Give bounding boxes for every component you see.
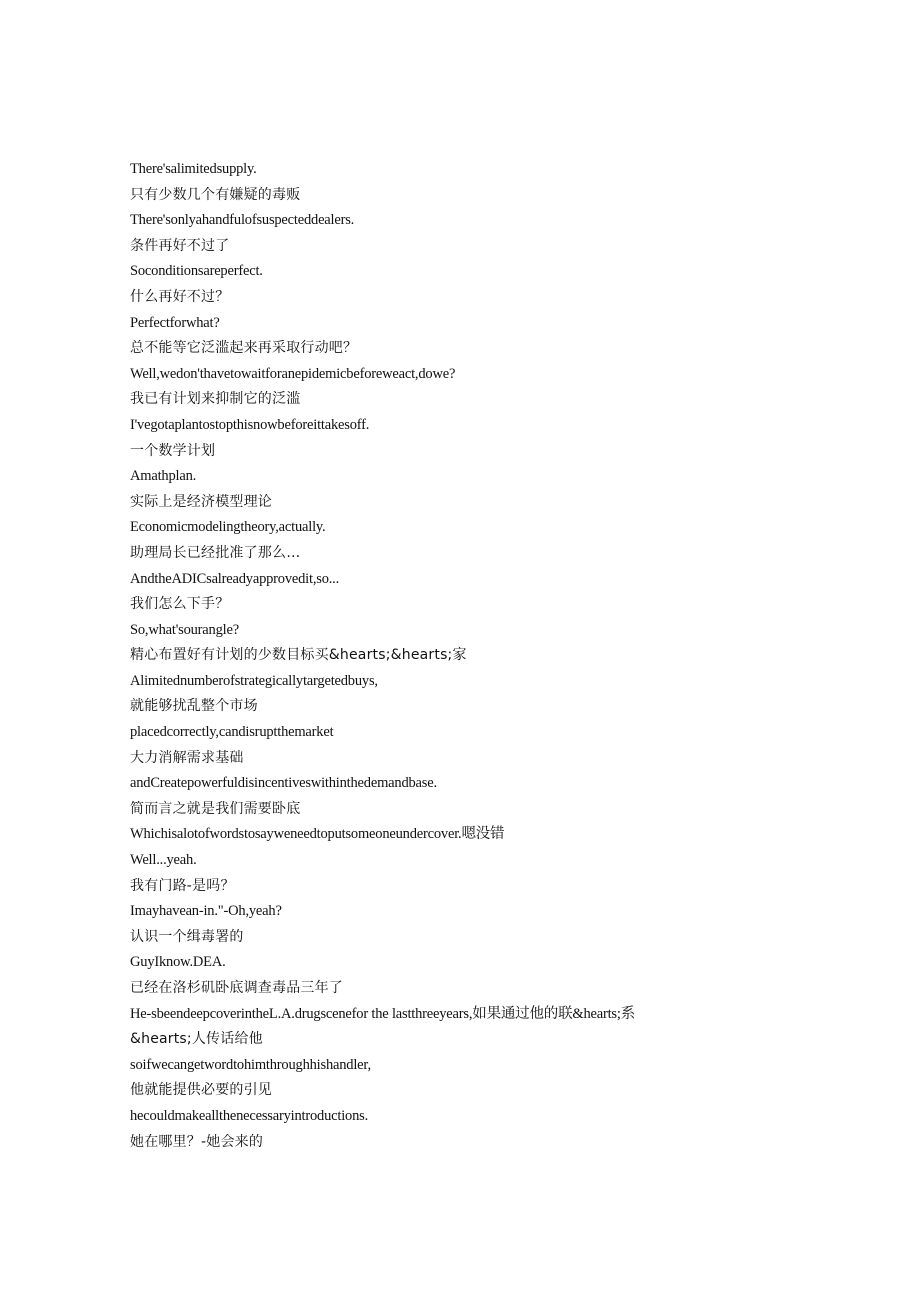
text-line: Well,wedon'thavetowaitforanepidemicbeforeweact,dowe? [130,365,456,382]
text-line: 他就能提供必要的引见 [130,1082,272,1099]
text-line: Soconditionsareperfect. [130,263,263,280]
text-line: There'sonlyahandfulofsuspecteddealers. [130,212,355,229]
text-line: 我有门路-是吗？ [130,877,235,894]
text-line: Amathplan. [130,468,197,485]
text-line: There'salimitedsupply. [130,161,257,177]
text-line: &hearts;人传话给他 [130,1031,263,1048]
text-line: 一个数学计划 [130,442,216,459]
text-line: 什么再好不过？ [130,288,230,305]
text-line: 就能够扰乱整个市场 [130,698,258,715]
text-line: 我已有计划来抑制它的泛滥 [130,391,301,408]
text-line: Economicmodelingtheory,actually. [130,519,326,536]
text-line: Whichisalotofwordstosayweneedtoputsomeoneundercover.嗯没错 [130,826,505,843]
text-line: 简而言之就是我们需要卧底 [130,800,301,817]
text-line: hecouldmakeallthenecessaryintroductions. [130,1107,369,1124]
text-line: placedcorrectly,candisruptthemarket [130,724,334,741]
text-line: Alimitednumberofstrategicallytargetedbuys, [130,672,378,689]
text-line: Imayhavean-in."-Oh,yeah? [130,903,282,920]
text-line: 实际上是经济模型理论 [130,493,272,510]
text-line: Well...yeah. [130,852,197,869]
text-line: 认识一个缉毒署的 [130,928,244,945]
text-line: 我们怎么下手？ [130,596,230,613]
text-line: 总不能等它泛滥起来再采取行动吧？ [130,340,358,357]
text-line: 条件再好不过了 [130,237,230,254]
text-line: 精心布置好有计划的少数目标买&hearts;&hearts;家 [130,647,467,664]
text-line: So,what'sourangle? [130,621,239,638]
subtitle-text-block [130,157,730,1155]
text-line: Perfectforwhat? [130,314,220,331]
text-line: 大力消解需求基础 [130,749,244,766]
text-line: 助理局长已经批准了那么… [130,544,301,561]
text-line: 已经在洛杉矶卧底调查毒品三年了 [130,980,343,996]
text-line: soifwecangetwordtohimthroughhishandler, [130,1056,371,1073]
text-line: AndtheADICsalreadyapprovedit,so... [130,570,340,587]
text-line: I'vegotaplantostopthisnowbeforeittakesoff. [130,416,370,433]
text-line: 只有少数几个有嫌疑的毒贩 [130,186,301,203]
text-line: GuyIknow.DEA. [130,954,226,971]
text-line: He-sbeendeepcoverintheL.A.drugscenefor the lastthreeyears,如果通过他的联&hearts;系 [130,1005,636,1022]
text-line: andCreatepowerfuldisincentiveswithinthedemandbase. [130,775,437,792]
text-line: 她在哪里？-她会来的 [130,1133,264,1150]
